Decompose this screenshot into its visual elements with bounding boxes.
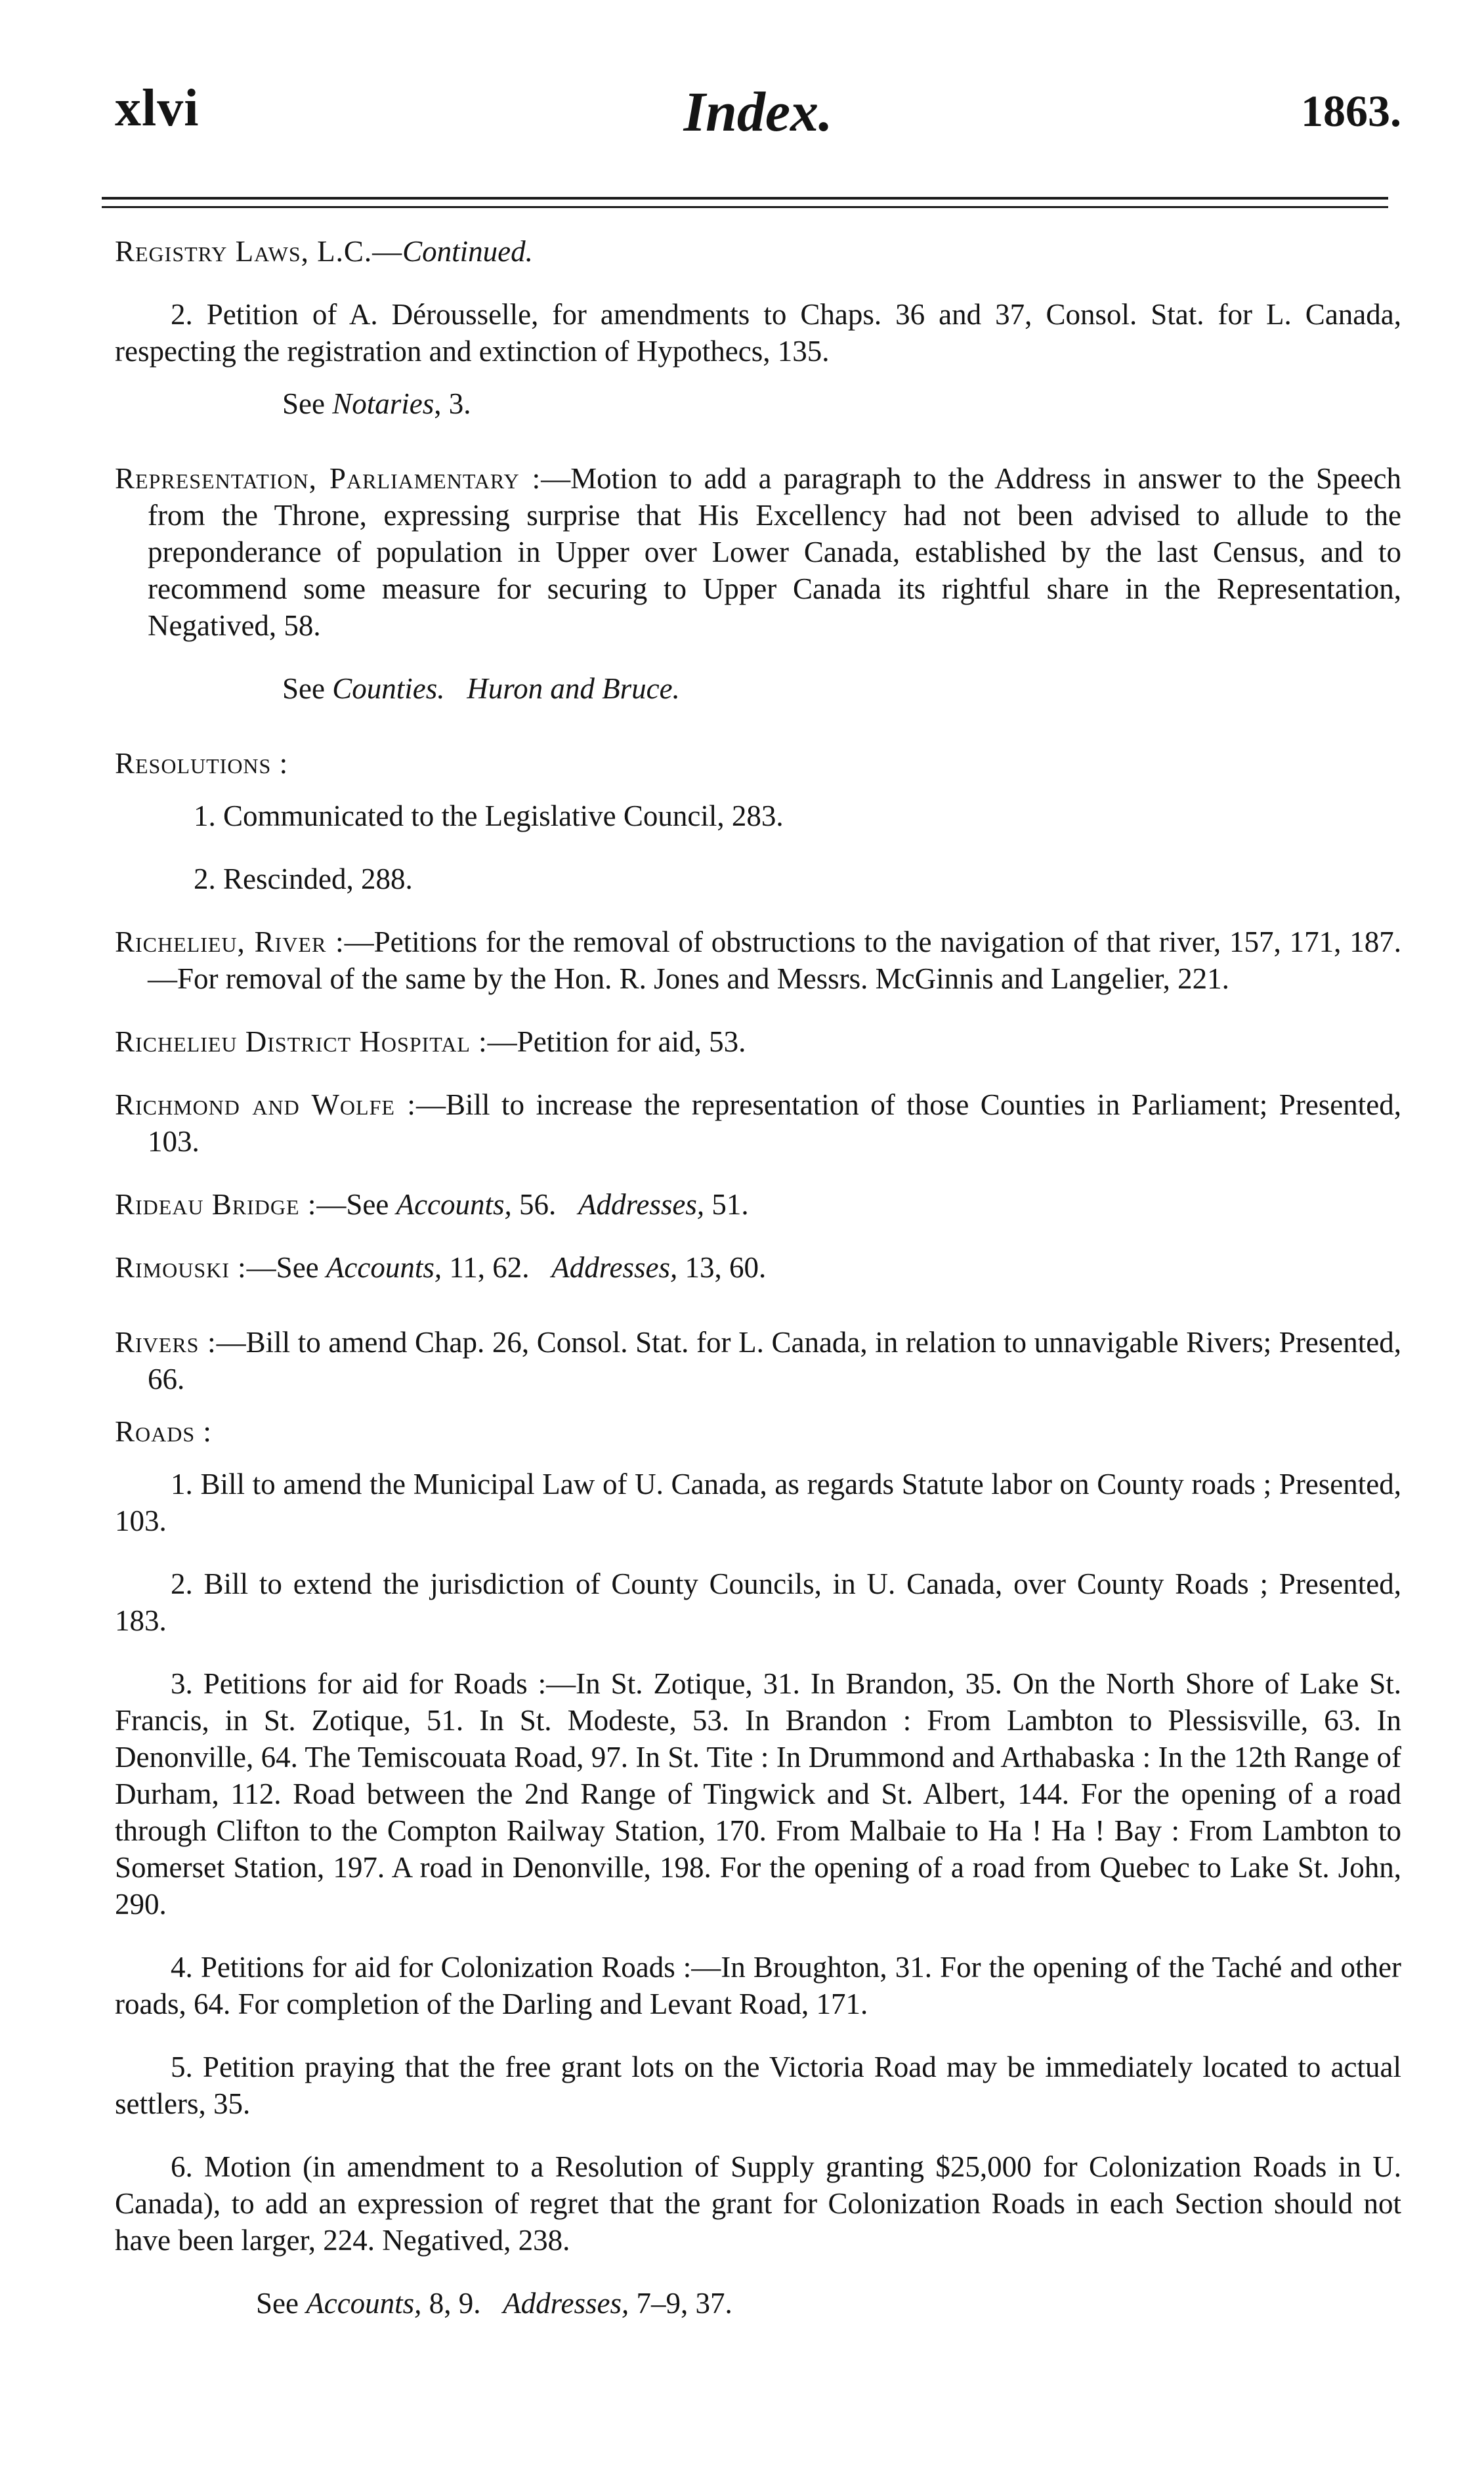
resolutions-item-2: 2. Rescinded, 288.	[194, 862, 413, 895]
entry-rivers	[115, 1324, 1401, 1397]
ref-accounts-pages: 56.	[511, 1188, 579, 1221]
roads-item-2: 2. Bill to extend the jurisdiction of County Councils, in U. Canada, over County Roads ; Presented, 183.	[115, 1567, 1401, 1637]
entry-heading: Richelieu, River :	[115, 925, 345, 958]
roads-item-3: 3. Petitions for aid for Roads :—In St. Zotique, 31. In Brandon, 35. On the North Shore of Lake St. Francis, in St. Zotique, 51. In St. Modeste, 53. In Brandon : From Lambton to Plessisville, 63. In Denonville, 64. The Temiscouata Road, 97. In St. Tite : In Drummond and Arthabaska : In the 12th Range of Durham, 112. Road between the 2nd Range of Tingwick and St. Albert, 144. For the opening of a road through Clifton to the Compton Railway Station, 170. From Malbaie to Ha ! Ha ! Bay : From Lambton to Somerset Station, 197. A road in Denonville, 198. For the opening of a road from Quebec to Lake St. John, 290.	[115, 1667, 1401, 1921]
registry-see-also	[115, 385, 1401, 422]
entry-heading: Representation, Parliamentary :	[115, 462, 541, 495]
ref-addresses-pages: 13, 60.	[677, 1251, 767, 1284]
ref-accounts: Accounts,	[396, 1188, 512, 1221]
entry-richelieu-river	[115, 924, 1401, 997]
entry-roads	[115, 1413, 1401, 1450]
entry-heading: Roads :	[115, 1415, 212, 1448]
entry-representation	[115, 460, 1401, 644]
see-ref-page: , 3.	[434, 387, 471, 420]
entry-text: —Bill to increase the representation of those Counties in Parliament; Presented, 103.	[148, 1088, 1401, 1158]
header-year: 1863.	[1301, 86, 1401, 136]
entry-heading: Resolutions :	[115, 747, 289, 780]
index-body	[115, 233, 1401, 2322]
see-ref-counties: Counties.	[332, 672, 445, 705]
ref-addresses: Addresses,	[578, 1188, 705, 1221]
ref-addresses-pages: 51.	[704, 1188, 749, 1221]
entry-heading: Rimouski :	[115, 1251, 247, 1284]
roads-item-4: 4. Petitions for aid for Colonization Roads :—In Broughton, 31. For the opening of the Taché and other roads, 64. For completion of the Darling and Levant Road, 171.	[115, 1951, 1401, 2020]
header-rule-top	[102, 197, 1388, 200]
header-rule-bottom	[102, 206, 1388, 208]
roads-see-also	[115, 2285, 1401, 2322]
ref-accounts-pages: 11, 62.	[442, 1251, 552, 1284]
page-header	[115, 79, 1401, 164]
continued-label: Continued.	[402, 235, 533, 268]
entry-text: —Bill to amend Chap. 26, Consol. Stat. for L. Canada, in relation to unnavigable Rivers; Presented, 66.	[148, 1326, 1401, 1395]
entry-heading: Registry Laws, L.C.—	[115, 235, 403, 268]
see-ref-notaries: Notaries	[332, 387, 435, 420]
roads-item-1: 1. Bill to amend the Municipal Law of U. Canada, as regards Statute labor on County roads ; Presented, 103.	[115, 1468, 1401, 1537]
ref-accounts: Accounts,	[326, 1251, 442, 1284]
entry-heading: Rideau Bridge :	[115, 1188, 317, 1221]
entry-rideau-bridge	[115, 1186, 1401, 1223]
entry-richmond-wolfe	[115, 1086, 1401, 1160]
see-prefix: See	[282, 672, 333, 705]
see-prefix: —See	[246, 1251, 326, 1284]
ref-addresses: Addresses,	[503, 2287, 629, 2320]
see-prefix: See	[256, 2287, 307, 2320]
running-title: Index.	[683, 80, 833, 143]
entry-text: —Petitions for the removal of obstructions to the navigation of that river, 157, 171, 187.—For removal of the same by the Hon. R. Jones and Messrs. McGinnis and Langelier, 221.	[148, 925, 1401, 995]
entry-text: —Petition for aid, 53.	[487, 1025, 746, 1058]
page-number: xlvi	[115, 79, 200, 137]
resolutions-item-1: 1. Communicated to the Legislative Council, 283.	[194, 799, 784, 832]
registry-item-2: 2. Petition of A. Dérousselle, for amendments to Chaps. 36 and 37, Consol. Stat. for L. Canada, respecting the registration and extinction of Hypothecs, 135.	[115, 298, 1401, 368]
see-prefix: —See	[316, 1188, 396, 1221]
entry-richelieu-hospital	[115, 1023, 1401, 1060]
entry-heading: Rivers :	[115, 1326, 217, 1359]
see-prefix: See	[282, 387, 333, 420]
see-ref-huron-bruce: Huron and Bruce.	[467, 672, 680, 705]
entry-registry-laws	[115, 233, 1401, 270]
entry-rimouski	[115, 1249, 1401, 1286]
ref-accounts: Accounts,	[306, 2287, 422, 2320]
ref-addresses: Addresses,	[551, 1251, 678, 1284]
ref-accounts-pages: 8, 9.	[421, 2287, 503, 2320]
entry-resolutions	[115, 745, 1401, 782]
roads-item-6: 6. Motion (in amendment to a Resolution of Supply granting $25,000 for Colonization Roads in U. Canada), to add an expression of regret that the grant for Colonization Roads in each Section should not have been larger, 224. Negatived, 238.	[115, 2150, 1401, 2257]
roads-item-5: 5. Petition praying that the free grant lots on the Victoria Road may be immediately located to actual settlers, 35.	[115, 2051, 1401, 2120]
entry-heading: Richelieu District Hospital :	[115, 1025, 488, 1058]
entry-heading: Richmond and Wolfe :	[115, 1088, 416, 1121]
entry-text: —Motion to add a paragraph to the Address in answer to the Speech from the Throne, expressing surprise that His Excellency had not been advised to allude to the preponderance of population in Upper over Lower Canada, established by the last Census, and to recommend some measure for securing to Upper Canada its rightful share in the Representation, Negatived, 58.	[148, 462, 1402, 642]
ref-addresses-pages: 7–9, 37.	[629, 2287, 732, 2320]
representation-see-also	[115, 670, 1401, 707]
